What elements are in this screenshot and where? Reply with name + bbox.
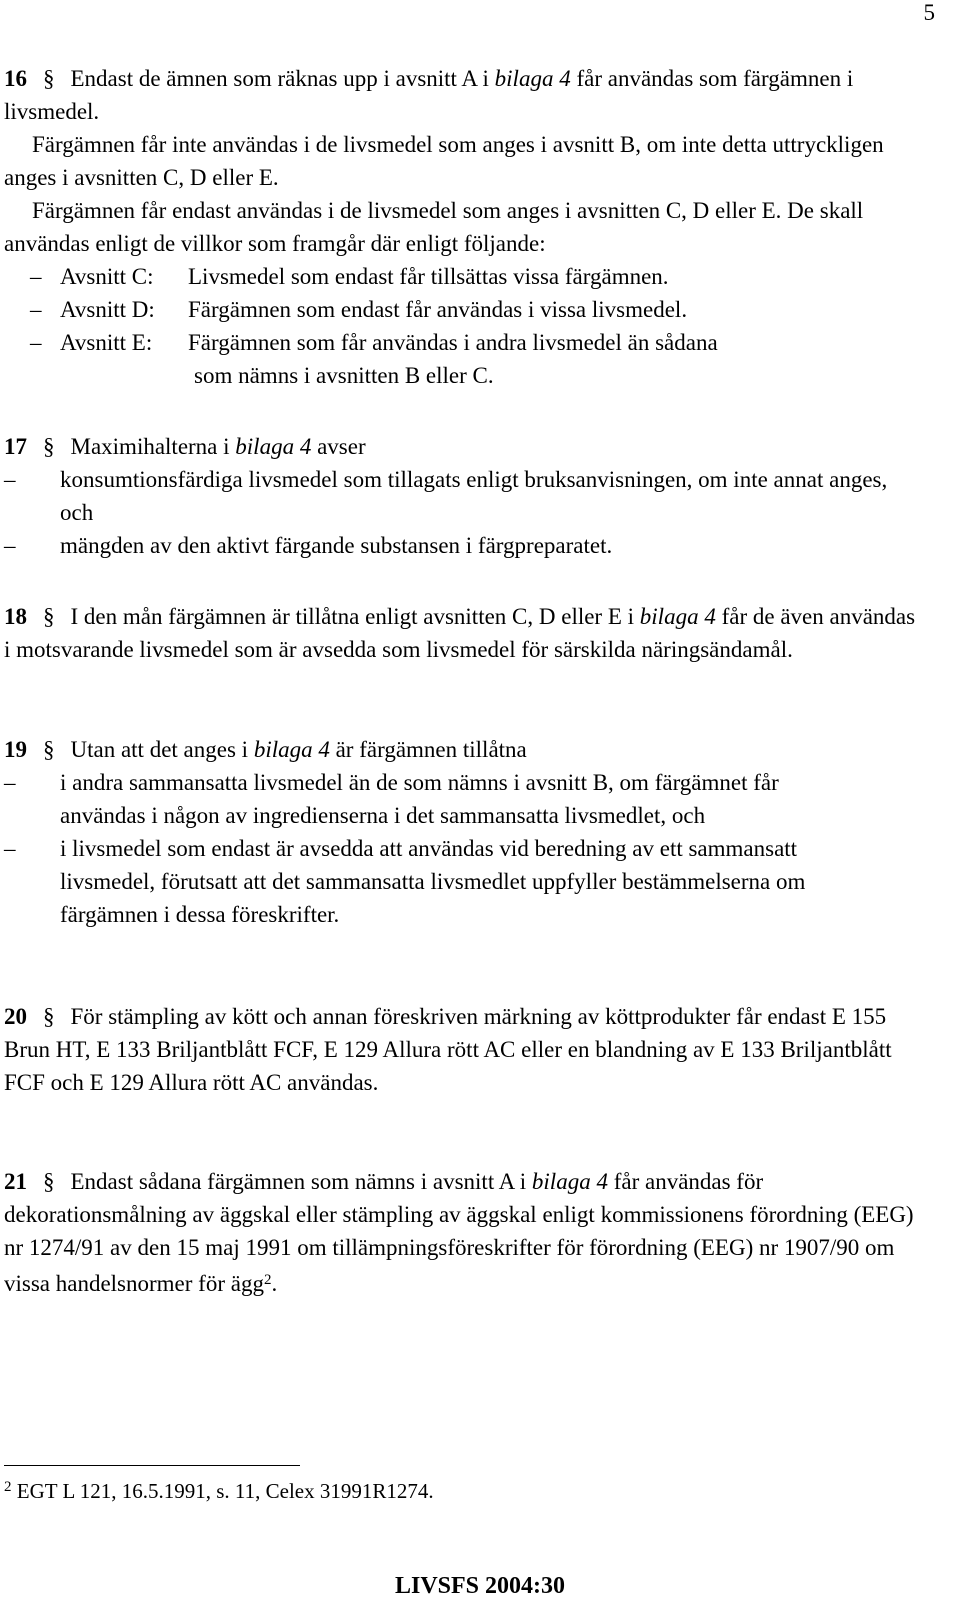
section-16 (4, 62, 924, 392)
list-item (4, 463, 924, 529)
footnote (4, 1479, 434, 1504)
section-sign: § (43, 737, 55, 762)
item-text: i livsmedel som endast är avsedda att användas vid beredning av ett sammansatt livsmedel, förutsatt att det sammansatta livsmedlet uppfyller bestämmelserna om färgämnen i dessa föreskrifter. (60, 836, 806, 927)
section-sign: § (43, 66, 55, 91)
list-item (4, 260, 924, 293)
dash-bullet: – (4, 770, 16, 795)
text: . (271, 1271, 278, 1296)
footnote-mark: 2 (4, 1479, 12, 1495)
section-20-paragraph (4, 1000, 924, 1099)
section-number: 16 (4, 66, 27, 91)
text: får användas för dekorationsmålning av äggskal eller stämpling av äggskal enligt kommissionens förordning (EEG) nr 1274/91 av den 15 maj 1991 om tillämpningsföreskrifter för förordning (EEG) nr 1907/90 om vissa handelsnormer för ägg (4, 1169, 914, 1296)
section-number: 20 (4, 1004, 27, 1029)
list-item (4, 832, 924, 931)
section-19 (4, 733, 924, 931)
section-17 (4, 430, 924, 562)
document-id-footer: LIVSFS 2004:30 (394, 1573, 566, 1599)
section-number: 21 (4, 1169, 27, 1194)
text: Utan att det anges i (70, 737, 254, 762)
dash-bullet: – (4, 533, 16, 558)
dash-bullet: – (30, 330, 42, 355)
text: avser (311, 434, 366, 459)
item-text: Färgämnen som endast får användas i vissa livsmedel. (188, 297, 688, 322)
text: Endast de ämnen som räknas upp i avsnitt A i (70, 66, 495, 91)
section-16-paragraph-3: Färgämnen får endast användas i de livsmedel som anges i avsnitten C, D eller E. De skall användas enligt de villkor som framgår där enligt följande: (4, 198, 864, 256)
section-sign: § (43, 434, 55, 459)
section-sign: § (43, 1169, 55, 1194)
dash-bullet: – (30, 264, 42, 289)
item-text: Färgämnen som får användas i andra livsmedel än sådana (188, 330, 718, 355)
item-label: Avsnitt C: (60, 264, 154, 289)
dash-bullet: – (4, 467, 16, 492)
text: får användas som färgämnen i livsmedel. (4, 66, 854, 124)
text: får de även användas i motsvarande livsmedel som är avsedda som livsmedel för särskilda näringsändamål. (4, 604, 916, 662)
section-number: 19 (4, 737, 27, 762)
section-16-paragraph-2: Färgämnen får inte användas i de livsmedel som anges i avsnitt B, om inte detta uttryckligen anges i avsnitten C, D eller E. (4, 132, 884, 190)
page-number: 5 (923, 0, 935, 25)
text: Endast sådana färgämnen som nämns i avsnitt A i (70, 1169, 532, 1194)
list-item (4, 766, 924, 832)
section-21-paragraph (4, 1165, 924, 1300)
section-sign: § (43, 604, 55, 629)
section-number: 17 (4, 434, 27, 459)
item-label: Avsnitt E: (60, 330, 153, 355)
item-text: Livsmedel som endast får tillsättas vissa färgämnen. (188, 264, 669, 289)
footnote-divider (4, 1465, 300, 1466)
reference-italic: bilaga 4 (253, 737, 330, 762)
item-continuation: som nämns i avsnitten B eller C. (194, 363, 494, 388)
section-18-paragraph (4, 600, 924, 666)
item-text: konsumtionsfärdiga livsmedel som tillagats enligt bruksanvisningen, om inte annat anges, och (60, 467, 888, 525)
footnote-reference[interactable]: 2 (263, 1272, 272, 1288)
dash-bullet: – (4, 836, 16, 861)
text: För stämpling av kött och annan föreskriven märkning av köttprodukter får endast E 155 Brun HT, E 133 Briljantblått FCF, E 129 Allura rött AC eller en blandning av E 133 Briljantblått FCF och E 129 Allura rött AC användas. (4, 1004, 892, 1095)
text: är färgämnen tillåtna (329, 737, 527, 762)
section-17-first-paragraph (4, 430, 924, 463)
footnote-text: EGT L 121, 16.5.1991, s. 11, Celex 31991R1274. (11, 1479, 434, 1503)
item-text: mängden av den aktivt färgande substansen i färgpreparatet. (60, 533, 613, 558)
reference-italic: bilaga 4 (639, 604, 716, 629)
reference-italic: bilaga 4 (494, 66, 571, 91)
section-number: 18 (4, 604, 27, 629)
reference-italic: bilaga 4 (235, 434, 312, 459)
text: Maximihalterna i (70, 434, 236, 459)
text: I den mån färgämnen är tillåtna enligt avsnitten C, D eller E i (70, 604, 640, 629)
section-sign: § (43, 1004, 55, 1029)
section-21 (4, 1165, 924, 1300)
reference-italic: bilaga 4 (531, 1169, 608, 1194)
section-16-first-paragraph (4, 62, 924, 128)
section-18 (4, 600, 924, 666)
item-text: i andra sammansatta livsmedel än de som nämns i avsnitt B, om färgämnet får användas i någon av ingredienserna i det sammansatta livsmedlet, och (60, 770, 779, 828)
section-20 (4, 1000, 924, 1099)
item-label: Avsnitt D: (60, 297, 155, 322)
list-item (4, 326, 924, 359)
section-19-first-paragraph (4, 733, 924, 766)
list-item (4, 529, 924, 562)
dash-bullet: – (30, 297, 42, 322)
list-item (4, 293, 924, 326)
